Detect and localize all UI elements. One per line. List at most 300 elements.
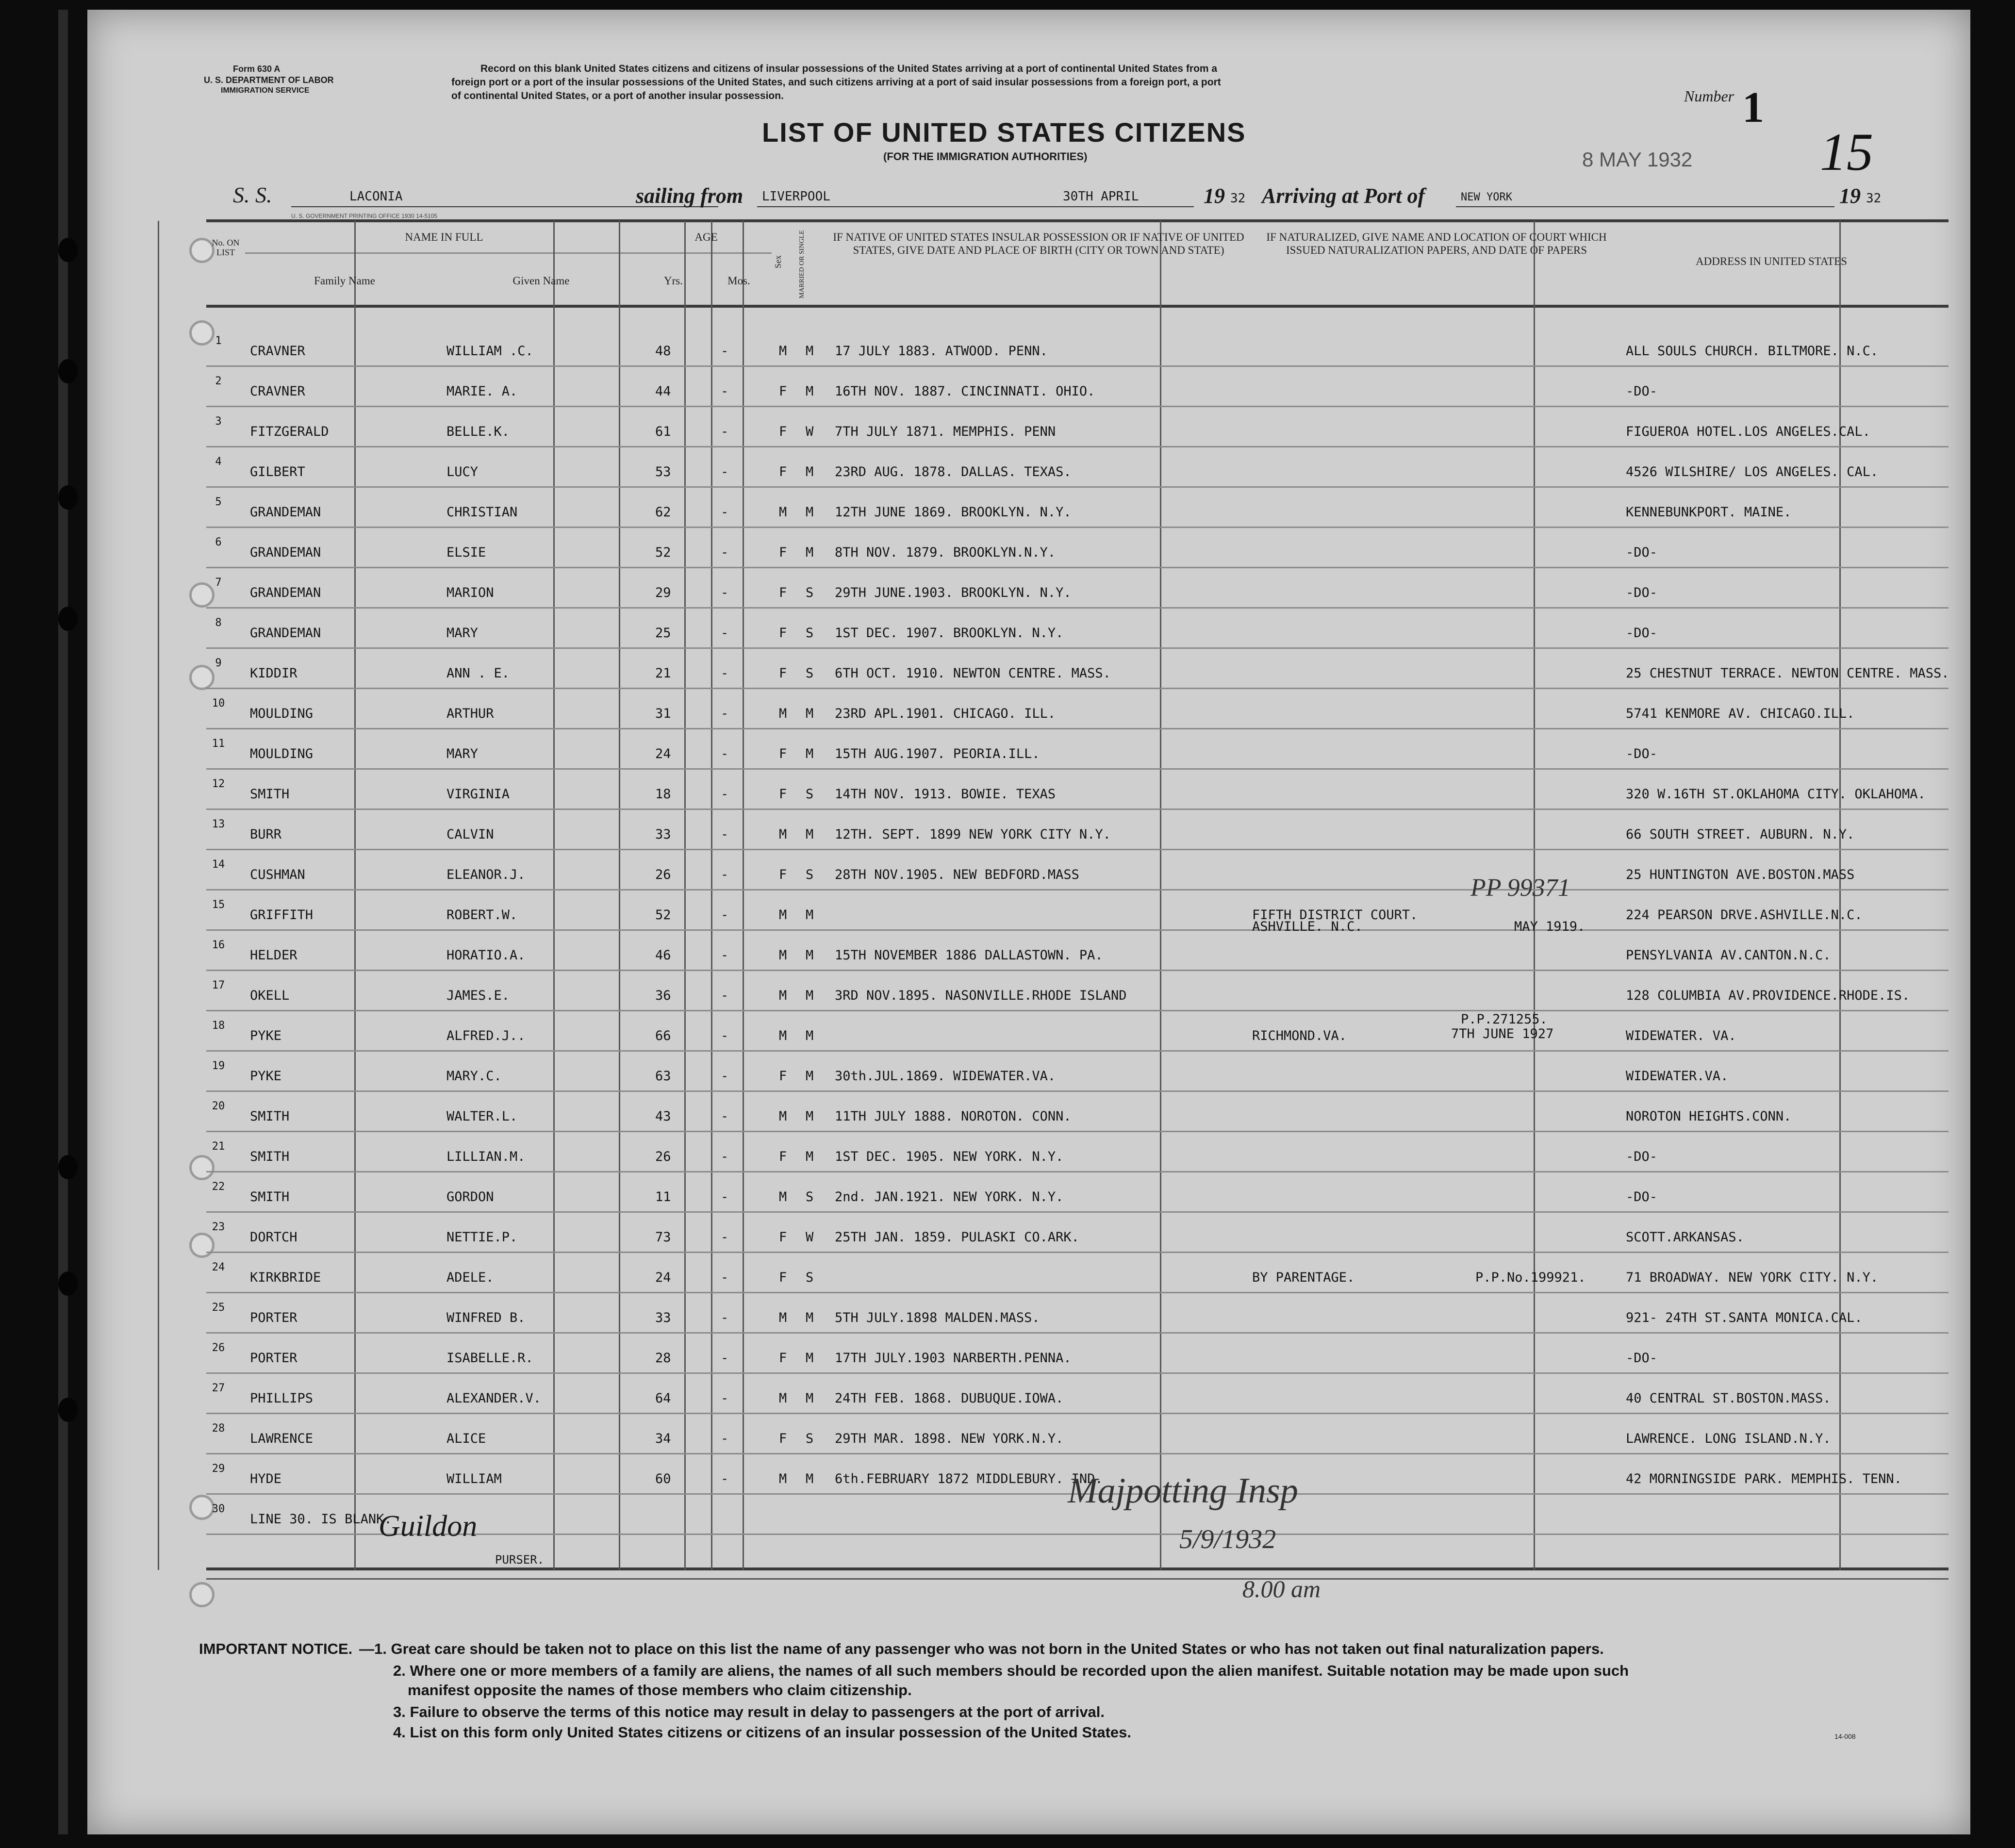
given-name: HORATIO.A. xyxy=(446,948,526,963)
address: -DO- xyxy=(1626,746,1658,761)
given-name: ISABELLE.R. xyxy=(446,1351,533,1366)
sex: F xyxy=(779,626,787,641)
row-rule xyxy=(206,929,1949,931)
row-rule xyxy=(206,1050,1949,1052)
family-name: GRANDEMAN xyxy=(250,505,321,520)
column-line xyxy=(354,221,356,1570)
ss-label: S. S. xyxy=(233,182,272,207)
family-name: OKELL xyxy=(250,988,290,1003)
address: 4526 WILSHIRE/ LOS ANGELES. CAL. xyxy=(1626,464,1879,479)
given-name: ADELE. xyxy=(446,1270,494,1285)
arriving-label: Arriving at Port of xyxy=(1262,184,1425,208)
sex: M xyxy=(779,344,787,359)
age-months: - xyxy=(721,1069,729,1084)
row-rule xyxy=(206,1171,1949,1172)
family-name: MOULDING xyxy=(250,706,314,721)
age-years: 43 xyxy=(655,1109,671,1124)
marital-status: S xyxy=(806,1270,814,1285)
sex: M xyxy=(779,1109,787,1124)
sex: F xyxy=(779,1149,787,1164)
age-years: 52 xyxy=(655,545,671,560)
punch-hole xyxy=(58,1271,78,1296)
row-rule xyxy=(206,1090,1949,1092)
age-years: 52 xyxy=(655,908,671,923)
given-name: ELSIE xyxy=(446,545,486,560)
birth-info: 3RD NOV.1895. NASONVILLE.RHODE ISLAND xyxy=(835,988,1127,1003)
punch-hole xyxy=(58,359,78,383)
row-rule xyxy=(206,1413,1949,1414)
given-name: LUCY xyxy=(446,464,479,479)
family-name: SMITH xyxy=(250,1109,290,1124)
marital-status: S xyxy=(806,585,814,600)
column-line xyxy=(553,221,555,1570)
address: -DO- xyxy=(1626,384,1658,399)
row-rule xyxy=(206,406,1949,407)
age-years: 25 xyxy=(655,626,671,641)
family-name: LINE 30. IS BLANK. xyxy=(250,1512,392,1527)
instructions-line-3: of continental United States, or a port of another insular possession. xyxy=(451,90,784,101)
row-number: 3 xyxy=(215,415,222,428)
age-months: - xyxy=(721,505,729,520)
given-name: WILLIAM xyxy=(446,1471,502,1486)
row-number: 6 xyxy=(215,536,222,548)
birth-info: 17 JULY 1883. ATWOOD. PENN. xyxy=(835,344,1048,359)
sex: M xyxy=(779,1189,787,1204)
naturalization-info: RICHMOND.VA. xyxy=(1252,1028,1347,1043)
given-name: JAMES.E. xyxy=(446,988,510,1003)
row-number: 9 xyxy=(215,657,222,669)
age-years: 44 xyxy=(655,384,671,399)
address: 25 CHESTNUT TERRACE. NEWTON CENTRE. MASS. xyxy=(1626,666,1949,681)
birth-info: 6TH OCT. 1910. NEWTON CENTRE. MASS. xyxy=(835,666,1111,681)
age-months: - xyxy=(721,1028,729,1043)
row-rule xyxy=(206,970,1949,971)
address: 42 MORNINGSIDE PARK. MEMPHIS. TENN. xyxy=(1626,1471,1902,1486)
row-number: 4 xyxy=(215,456,222,468)
given-name: VIRGINIA xyxy=(446,787,510,802)
age-years: 61 xyxy=(655,424,671,439)
sex: F xyxy=(779,787,787,802)
row-number: 29 xyxy=(212,1463,225,1475)
birth-info: 29TH JUNE.1903. BROOKLYN. N.Y. xyxy=(835,585,1072,600)
header-mos: Mos. xyxy=(727,275,750,287)
birth-info: 14TH NOV. 1913. BOWIE. TEXAS xyxy=(835,787,1056,802)
address: 5741 KENMORE AV. CHICAGO.ILL. xyxy=(1626,706,1855,721)
sail-year-prefix: 19 xyxy=(1204,184,1225,208)
row-number: 10 xyxy=(212,697,225,710)
given-name: MARY.C. xyxy=(446,1069,502,1084)
sail-year-suffix: 32 xyxy=(1230,191,1246,206)
age-years: 29 xyxy=(655,585,671,600)
header-native: IF NATIVE OF UNITED STATES INSULAR POSSESSION OR IF NATIVE OF UNITED STATES, GIVE DATE AND PLACE OF BIRTH (CITY OR TOWN AND STATE) xyxy=(833,231,1244,256)
sex: F xyxy=(779,545,787,560)
marital-status: M xyxy=(806,1069,814,1084)
row-rule xyxy=(206,647,1949,649)
address: KENNEBUNKPORT. MAINE. xyxy=(1626,505,1792,520)
row-number: 22 xyxy=(212,1181,225,1193)
marital-status: M xyxy=(806,344,814,359)
row-rule xyxy=(206,1252,1949,1253)
binder-ring xyxy=(189,1155,215,1180)
age-years: 18 xyxy=(655,787,671,802)
header-naturalized: IF NATURALIZED, GIVE NAME AND LOCATION OF COURT WHICH ISSUED NATURALIZATION PAPERS, AND DATE OF PAPERS xyxy=(1266,231,1607,256)
header-name-in-full: NAME IN FULL xyxy=(405,231,483,243)
sex: M xyxy=(779,1391,787,1406)
sex: F xyxy=(779,1431,787,1446)
marital-status: M xyxy=(806,545,814,560)
row-number: 30 xyxy=(212,1503,225,1515)
manifest-page xyxy=(87,10,1970,1834)
family-name: GILBERT xyxy=(250,464,305,479)
age-years: 33 xyxy=(655,1310,671,1325)
row-number: 13 xyxy=(212,818,225,830)
row-rule xyxy=(206,527,1949,528)
address: -DO- xyxy=(1626,626,1658,641)
sex: F xyxy=(779,424,787,439)
address: 25 HUNTINGTON AVE.BOSTON.MASS xyxy=(1626,867,1855,882)
punch-hole xyxy=(58,238,78,262)
row-rule xyxy=(206,849,1949,850)
punch-hole xyxy=(58,485,78,510)
family-name: BURR xyxy=(250,827,282,842)
sex: F xyxy=(779,1069,787,1084)
family-name: KIDDIR xyxy=(250,666,297,681)
age-years: 53 xyxy=(655,464,671,479)
row-number: 8 xyxy=(215,617,222,629)
given-name: WILLIAM .C. xyxy=(446,344,533,359)
address: FIGUEROA HOTEL.LOS ANGELES.CAL. xyxy=(1626,424,1870,439)
row-rule xyxy=(206,1211,1949,1213)
marital-status: M xyxy=(806,505,814,520)
given-name: ANN . E. xyxy=(446,666,510,681)
row-number: 17 xyxy=(212,979,225,991)
age-years: 63 xyxy=(655,1069,671,1084)
age-years: 21 xyxy=(655,666,671,681)
row-rule xyxy=(206,486,1949,488)
age-months: - xyxy=(721,1149,729,1164)
arrival-time-note: 8.00 am xyxy=(1242,1575,1321,1602)
header-married-single: MARRIED OR SINGLE xyxy=(798,230,806,299)
address: NOROTON HEIGHTS.CONN. xyxy=(1626,1109,1792,1124)
birth-info: 12TH JUNE 1869. BROOKLYN. N.Y. xyxy=(835,505,1072,520)
header-given-name: Given Name xyxy=(512,275,570,287)
marital-status: M xyxy=(806,1351,814,1366)
header-family-name: Family Name xyxy=(314,275,375,287)
form-id: Form 630 A xyxy=(233,64,281,74)
age-months: - xyxy=(721,1189,729,1204)
given-name: ALEXANDER.V. xyxy=(446,1391,542,1406)
column-line xyxy=(1839,221,1841,1570)
marital-status: S xyxy=(806,626,814,641)
sex: F xyxy=(779,1270,787,1285)
instructions-line-2: foreign port or a port of the insular possessions of the United States, and such citizens arriving at a port of said insular possessions from a foreign port, a port xyxy=(451,77,1221,88)
row-number: 27 xyxy=(212,1382,225,1394)
row-rule xyxy=(206,808,1949,810)
notice-heading: IMPORTANT NOTICE. xyxy=(199,1640,353,1657)
column-line xyxy=(619,221,620,1570)
sex: F xyxy=(779,384,787,399)
age-years: 46 xyxy=(655,948,671,963)
sex: M xyxy=(779,908,787,923)
family-name: GRANDEMAN xyxy=(250,585,321,600)
family-name: HELDER xyxy=(250,948,297,963)
birth-info: 23RD APL.1901. CHICAGO. ILL. xyxy=(835,706,1056,721)
given-name: NETTIE.P. xyxy=(446,1230,518,1245)
row-rule xyxy=(206,768,1949,770)
row-rule xyxy=(206,1010,1949,1011)
row-rule xyxy=(206,1453,1949,1454)
purser-label: PURSER. xyxy=(495,1553,545,1567)
row-rule xyxy=(206,446,1949,447)
given-name: ALICE xyxy=(446,1431,486,1446)
family-name: SMITH xyxy=(250,787,290,802)
birth-info: 6th.FEBRUARY 1872 MIDDLEBURY. IND. xyxy=(835,1471,1103,1486)
birth-info: 15TH NOVEMBER 1886 DALLASTOWN. PA. xyxy=(835,948,1103,963)
row-rule xyxy=(206,567,1949,568)
birth-info: 1ST DEC. 1905. NEW YORK. N.Y. xyxy=(835,1149,1064,1164)
header-no-on-list: No. ON LIST xyxy=(212,238,240,257)
given-name: CHRISTIAN xyxy=(446,505,518,520)
age-months: - xyxy=(721,908,729,923)
page-edge-shadow xyxy=(58,10,68,1834)
birth-info: 25TH JAN. 1859. PULASKI CO.ARK. xyxy=(835,1230,1079,1245)
family-name: PORTER xyxy=(250,1310,297,1325)
family-name: HYDE xyxy=(250,1471,282,1486)
inspector-date: 5/9/1932 xyxy=(1179,1524,1276,1554)
page-subtitle: (FOR THE IMMIGRATION AUTHORITIES) xyxy=(883,150,1088,163)
age-years: 26 xyxy=(655,1149,671,1164)
address: -DO- xyxy=(1626,1189,1658,1204)
sex: F xyxy=(779,746,787,761)
notice-item-2-cont: manifest opposite the names of those members who claim citizenship. xyxy=(408,1682,912,1699)
address: -DO- xyxy=(1626,1351,1658,1366)
sex: M xyxy=(779,988,787,1003)
port-from: LIVERPOOL xyxy=(762,189,830,204)
given-name: MARION xyxy=(446,585,494,600)
age-years: 24 xyxy=(655,746,671,761)
column-line xyxy=(711,221,712,1570)
family-name: GRIFFITH xyxy=(250,908,314,923)
family-name: PYKE xyxy=(250,1069,282,1084)
row-number: 1 xyxy=(215,335,222,347)
sex: M xyxy=(779,948,787,963)
age-years: 26 xyxy=(655,867,671,882)
punch-hole xyxy=(58,1398,78,1422)
address: WIDEWATER.VA. xyxy=(1626,1069,1729,1084)
naturalization-detail: P.P.No.199921. xyxy=(1475,1270,1586,1285)
given-name: CALVIN xyxy=(446,827,494,842)
port-from-underline xyxy=(757,206,1194,207)
row-number: 23 xyxy=(212,1221,225,1233)
family-name: CRAVNER xyxy=(250,384,305,399)
marital-status: M xyxy=(806,1028,814,1043)
header-sex: Sex xyxy=(773,255,783,269)
header-address: ADDRESS IN UNITED STATES xyxy=(1696,255,1847,267)
marital-status: S xyxy=(806,787,814,802)
notice-item-3: 3. Failure to observe the terms of this notice may result in delay to passengers at the port of arrival. xyxy=(393,1703,1105,1720)
header-age: AGE xyxy=(694,231,718,243)
marital-status: M xyxy=(806,746,814,761)
birth-info: 28TH NOV.1905. NEW BEDFORD.MASS xyxy=(835,867,1079,882)
birth-info: 5TH JULY.1898 MALDEN.MASS. xyxy=(835,1310,1040,1325)
row-rule xyxy=(206,688,1949,689)
given-name: MARIE. A. xyxy=(446,384,518,399)
sex: M xyxy=(779,1471,787,1486)
table-bottom-border-2 xyxy=(206,1578,1949,1580)
row-number: 7 xyxy=(215,577,222,589)
age-months: - xyxy=(721,1431,729,1446)
birth-info: 16TH NOV. 1887. CINCINNATI. OHIO. xyxy=(835,384,1095,399)
column-line xyxy=(1160,221,1161,1570)
age-months: - xyxy=(721,545,729,560)
instructions-line-1: Record on this blank United States citizens and citizens of insular possessions of the United States arriving at a port of continental United States from a xyxy=(480,63,1218,74)
sex: M xyxy=(779,1028,787,1043)
sex: F xyxy=(779,867,787,882)
column-line xyxy=(743,221,744,1570)
family-name: CUSHMAN xyxy=(250,867,305,882)
address: 66 SOUTH STREET. AUBURN. N.Y. xyxy=(1626,827,1855,842)
header-yrs: Yrs. xyxy=(664,275,683,287)
address: SCOTT.ARKANSAS. xyxy=(1626,1230,1744,1245)
address: 71 BROADWAY. NEW YORK CITY. N.Y. xyxy=(1626,1270,1879,1285)
age-months: - xyxy=(721,827,729,842)
address: 224 PEARSON DRVE.ASHVILLE.N.C. xyxy=(1626,908,1863,923)
family-name: DORTCH xyxy=(250,1230,297,1245)
given-name: MARY xyxy=(446,746,479,761)
birth-info: 30th.JUL.1869. WIDEWATER.VA. xyxy=(835,1069,1056,1084)
family-name: PORTER xyxy=(250,1351,297,1366)
row-rule xyxy=(206,1332,1949,1334)
age-months: - xyxy=(721,988,729,1003)
age-months: - xyxy=(721,1391,729,1406)
address: -DO- xyxy=(1626,545,1658,560)
age-years: 66 xyxy=(655,1028,671,1043)
address: -DO- xyxy=(1626,585,1658,600)
family-name: LAWRENCE xyxy=(250,1431,314,1446)
row-number: 20 xyxy=(212,1100,225,1112)
row-number: 12 xyxy=(212,778,225,790)
inspector-signature: Majpotting Insp xyxy=(1068,1471,1298,1511)
marital-status: M xyxy=(806,1391,814,1406)
age-years: 31 xyxy=(655,706,671,721)
age-subheader-rule xyxy=(641,252,772,254)
age-months: - xyxy=(721,787,729,802)
age-years: 73 xyxy=(655,1230,671,1245)
marital-status: S xyxy=(806,1189,814,1204)
naturalization-info: FIFTH DISTRICT COURT. xyxy=(1252,908,1418,923)
age-years: 24 xyxy=(655,1270,671,1285)
given-name: ALFRED.J.. xyxy=(446,1028,526,1043)
marital-status: S xyxy=(806,1431,814,1446)
marital-status: M xyxy=(806,464,814,479)
birth-info: 1ST DEC. 1907. BROOKLYN. N.Y. xyxy=(835,626,1064,641)
age-years: 28 xyxy=(655,1351,671,1366)
family-name: MOULDING xyxy=(250,746,314,761)
punch-hole xyxy=(58,607,78,631)
marital-status: M xyxy=(806,1310,814,1325)
given-name: ELEANOR.J. xyxy=(446,867,526,882)
age-months: - xyxy=(721,1310,729,1325)
given-name: LILLIAN.M. xyxy=(446,1149,526,1164)
age-months: - xyxy=(721,1471,729,1486)
naturalization-info: BY PARENTAGE. xyxy=(1252,1270,1355,1285)
sex: F xyxy=(779,1351,787,1366)
row-number: 14 xyxy=(212,858,225,871)
family-name: PHILLIPS xyxy=(250,1391,314,1406)
sex: M xyxy=(779,706,787,721)
birth-info: 12TH. SEPT. 1899 NEW YORK CITY N.Y. xyxy=(835,827,1111,842)
sex: F xyxy=(779,666,787,681)
age-years: 34 xyxy=(655,1431,671,1446)
binder-ring xyxy=(189,1233,215,1258)
age-months: - xyxy=(721,948,729,963)
address: WIDEWATER. VA. xyxy=(1626,1028,1736,1043)
row-rule xyxy=(206,607,1949,609)
row-number: 25 xyxy=(212,1302,225,1314)
marital-status: W xyxy=(806,424,814,439)
arrival-year-suffix: 32 xyxy=(1866,191,1882,206)
age-months: - xyxy=(721,867,729,882)
arrival-year-prefix: 19 xyxy=(1839,184,1861,208)
age-years: 64 xyxy=(655,1391,671,1406)
age-months: - xyxy=(721,706,729,721)
given-name: WALTER.L. xyxy=(446,1109,518,1124)
age-years: 36 xyxy=(655,988,671,1003)
notice-form-code: 14-008 xyxy=(1834,1732,1856,1740)
sex: F xyxy=(779,585,787,600)
family-name: SMITH xyxy=(250,1149,290,1164)
row-rule xyxy=(206,365,1949,367)
row-rule xyxy=(206,1292,1949,1293)
family-name: CRAVNER xyxy=(250,344,305,359)
row-number: 26 xyxy=(212,1342,225,1354)
row-number: 24 xyxy=(212,1261,225,1273)
marital-status: M xyxy=(806,827,814,842)
sex: M xyxy=(779,505,787,520)
sex: F xyxy=(779,464,787,479)
age-years: 62 xyxy=(655,505,671,520)
given-name: ROBERT.W. xyxy=(446,908,518,923)
port-to-underline xyxy=(1456,206,1834,207)
punch-hole xyxy=(58,1155,78,1179)
row-number: 11 xyxy=(212,738,225,750)
age-years: 33 xyxy=(655,827,671,842)
family-name: SMITH xyxy=(250,1189,290,1204)
birth-info: 24TH FEB. 1868. DUBUQUE.IOWA. xyxy=(835,1391,1064,1406)
age-months: - xyxy=(721,1351,729,1366)
family-name: GRANDEMAN xyxy=(250,545,321,560)
marital-status: S xyxy=(806,666,814,681)
given-name: ARTHUR xyxy=(446,706,494,721)
marital-status: M xyxy=(806,1149,814,1164)
page-title: LIST OF UNITED STATES CITIZENS xyxy=(762,117,1246,148)
family-name: FITZGERALD xyxy=(250,424,329,439)
age-months: - xyxy=(721,626,729,641)
marital-status: S xyxy=(806,867,814,882)
family-name: PYKE xyxy=(250,1028,282,1043)
family-name: GRANDEMAN xyxy=(250,626,321,641)
age-months: - xyxy=(721,585,729,600)
row-number: 15 xyxy=(212,899,225,911)
row-rule xyxy=(206,889,1949,891)
marital-status: W xyxy=(806,1230,814,1245)
age-months: - xyxy=(721,344,729,359)
form-department: U. S. DEPARTMENT OF LABOR xyxy=(204,75,334,85)
form-service: IMMIGRATION SERVICE xyxy=(221,86,310,95)
sail-date: 30TH APRIL xyxy=(1063,189,1139,204)
birth-info: 11TH JULY 1888. NOROTON. CONN. xyxy=(835,1109,1072,1124)
row-rule xyxy=(206,1131,1949,1132)
